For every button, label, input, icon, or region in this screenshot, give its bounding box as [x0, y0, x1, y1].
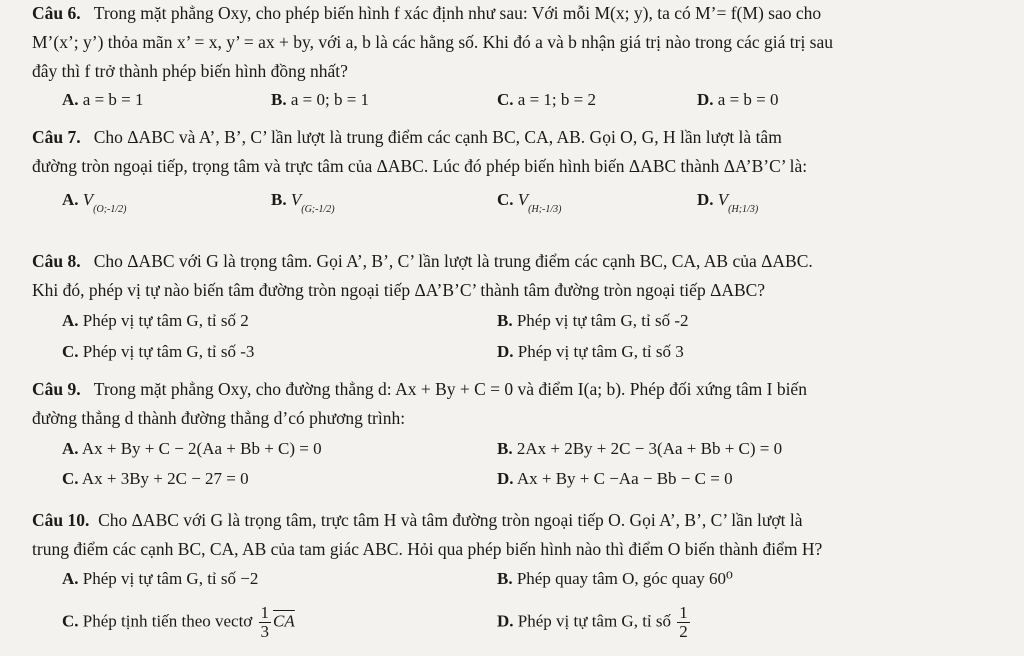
q9-option-a: A. Ax + By + C − 2(Aa + Bb + C) = 0	[62, 439, 322, 458]
q6-text-1: Trong mặt phẳng Oxy, cho phép biến hình f xác định như sau: Với mỗi M(x; y), ta có M’= f(M) sao cho	[93, 3, 822, 23]
q7-text-1: Cho ΔABC và A’, B’, C’ lần lượt là trung điểm các cạnh BC, CA, AB. Gọi O, G, H lần lượt là tâm	[93, 127, 782, 147]
q8-line1	[32, 250, 813, 272]
q6-number: Câu 6.	[32, 3, 81, 23]
q10-text-2: trung điểm các cạnh BC, CA, AB của tam giác ABC. Hỏi qua phép biến hình nào thì điểm O biến thành điểm H?	[32, 539, 823, 559]
q6-line1	[32, 2, 821, 24]
q10-d-fraction: $\frac{1}{2}$	[679, 603, 688, 641]
q7-option-b: B. $V_{(G;-1/2)}$	[271, 190, 335, 215]
q8-text-1: Cho ΔABC với G là trọng tâm. Gọi A’, B’, C’ lần lượt là trung điểm các cạnh BC, CA, AB của ΔABC.	[93, 251, 813, 271]
q8-option-b: B. Phép vị tự tâm G, tỉ số -2	[497, 311, 689, 330]
q6-option-c: C. a = 1; b = 2	[497, 90, 596, 109]
q7-option-a: A. $V_{(O;-1/2)}$	[62, 190, 127, 215]
q9-line1	[32, 378, 807, 400]
q10-option-a: A. Phép vị tự tâm G, tỉ số −2	[62, 569, 259, 588]
q6-text-2: M’(x’; y’) thỏa mãn x’ = x, y’ = ax + by, với a, b là các hằng số. Khi đó a và b nhận giá trị nào trong các giá trị sau	[32, 32, 834, 52]
q6-text-3: đây thì f trở thành phép biến hình đồng nhất?	[32, 61, 348, 81]
q9-text-1: Trong mặt phẳng Oxy, cho đường thẳng d: Ax + By + C = 0 và điểm I(a; b). Phép đối xứng tâm I biến	[93, 379, 807, 399]
q6-option-a: A. a = b = 1	[62, 90, 144, 109]
q8-option-c: C. Phép vị tự tâm G, tỉ số -3	[62, 342, 255, 361]
q10-number: Câu 10.	[32, 510, 90, 530]
q7-number: Câu 7.	[32, 127, 81, 147]
q10-option-b: B. Phép quay tâm O, góc quay 60⁰	[497, 569, 733, 588]
q6-option-d: D. a = b = 0	[697, 90, 779, 109]
q10-text-1: Cho ΔABC với G là trọng tâm, trực tâm H và tâm đường tròn ngoại tiếp O. Gọi A’, B’, C’ lần lượt là	[98, 510, 803, 530]
q10-option-c: C. Phép tịnh tiến theo vectơ $\frac{1}{3}$ $\overline{CA}$	[62, 603, 295, 641]
q7-option-c: C. $V_{(H;-1/3)}$	[497, 190, 562, 215]
q9-option-d: D. Ax + By + C −Aa − Bb − C = 0	[497, 469, 733, 488]
q7-line1	[32, 126, 782, 148]
q8-number: Câu 8.	[32, 251, 81, 271]
q7-option-d: D. $V_{(H;1/3)}$	[697, 190, 759, 215]
q7-text-2: đường tròn ngoại tiếp, trọng tâm và trực tâm của ΔABC. Lúc đó phép biến hình biến ΔABC thành ΔA’B’C’ là:	[32, 156, 808, 176]
q10-c-vector: $\overline{CA}$	[273, 611, 295, 631]
q10-option-d: D. Phép vị tự tâm G, tỉ số $\frac{1}{2}$	[497, 603, 688, 641]
q9-number: Câu 9.	[32, 379, 81, 399]
q6-option-b: B. a = 0; b = 1	[271, 90, 370, 109]
q8-option-a: A. Phép vị tự tâm G, tỉ số 2	[62, 311, 249, 330]
q9-option-b: B. 2Ax + 2By + 2C − 3(Aa + Bb + C) = 0	[497, 439, 783, 458]
q10-line1	[32, 509, 802, 531]
q9-option-c: C. Ax + 3By + 2C − 27 = 0	[62, 469, 249, 488]
q10-c-fraction: $\frac{1}{3}$	[260, 603, 270, 641]
q8-option-d: D. Phép vị tự tâm G, tỉ số 3	[497, 342, 684, 361]
q8-text-2: Khi đó, phép vị tự nào biến tâm đường tròn ngoại tiếp ΔA’B’C’ thành tâm đường tròn ngoại tiếp ΔABC?	[32, 280, 766, 300]
q9-text-2: đường thẳng d thành đường thẳng d’có phương trình:	[32, 408, 406, 428]
